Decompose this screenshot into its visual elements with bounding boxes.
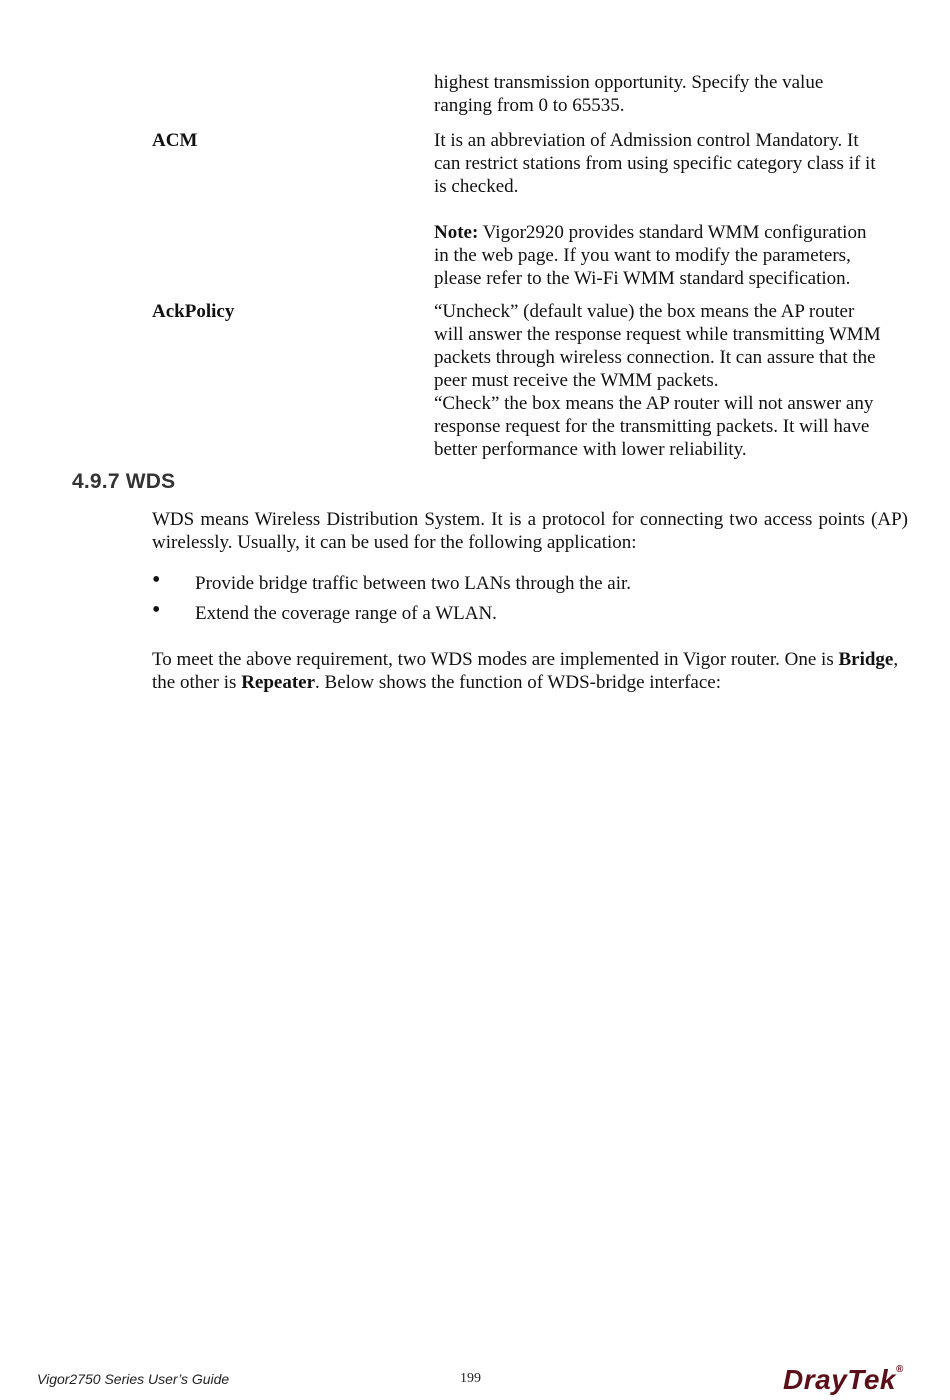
mode-repeater: Repeater <box>241 672 316 693</box>
text-line: please refer to the Wi-Fi WMM standard specification. <box>434 268 851 289</box>
closing-paragraph: To meet the above requirement, two WDS modes are implemented in Vigor router. One is Bridge, the other is Repeater. Below shows the function of WDS-bridge interface: <box>152 649 899 693</box>
term-acm: ACM <box>152 130 198 151</box>
bullet-icon: • <box>152 597 161 623</box>
text-line: peer must receive the WMM packets. <box>434 370 719 391</box>
text-line: can restrict stations from using specific category class if it <box>434 153 876 174</box>
text-line: in the web page. If you want to modify the parameters, <box>434 245 851 266</box>
mode-bridge: Bridge <box>838 649 894 670</box>
note-label: Note: <box>434 222 479 243</box>
page-number: 199 <box>460 1371 481 1386</box>
definition-ackpolicy <box>434 300 914 461</box>
bullet-icon: • <box>152 567 161 593</box>
text-line: “Check” the box means the AP router will not answer any <box>434 393 874 414</box>
note-line: Note: Vigor2920 provides standard WMM configuration <box>434 222 867 243</box>
document-page: highest transmission opportunity. Specify the value ranging from 0 to 65535. ACM It is an abbreviation of Admission control Mandatory. It can restrict stations from using specific category class if it is checked. Note: Vigor2920 provides standard WMM configuration in the web page. If you want to modify the parameters, please refer to the Wi-Fi WMM standard specification. AckPolicy “Uncheck” (default value) the box means the AP router will answer the response request while transmitting WMM packets through wireless connection. It can assure that the peer must receive the WMM packets. “Check” the box means the AP router will not answer any response request for the transmitting packets. It will have better performance with lower reliability. 4.9.7 WDS WDS means Wireless Distribution System. It is a protocol for connecting two access points (AP) wirelessly. Usually, it can be used for the following application: • Provide bridge traffic between two LANs through the air. • Extend the coverage range of a WLAN. To meet the above requirement, two WDS modes are implemented in Vigor router. One is Bridge, the other is Repeater. Below shows the function of WDS-bridge interface: Vigor2750 Series User’s Guide 199 DrayTek® <box>0 0 950 1400</box>
definition-acm <box>434 129 914 290</box>
text-line: highest transmission opportunity. Specify the value <box>434 72 824 93</box>
text-line: better performance with lower reliability. <box>434 439 747 460</box>
section-heading: 4.9.7 WDS <box>72 470 176 493</box>
definition-continuation <box>434 71 914 117</box>
text-line: “Uncheck” (default value) the box means the AP router <box>434 301 855 322</box>
footer-guide-title: Vigor2750 Series User’s Guide <box>37 1371 230 1387</box>
text-line: ranging from 0 to 65535. <box>434 95 625 116</box>
text-line: response request for the transmitting packets. It will have <box>434 416 870 437</box>
text-line: will answer the response request while transmitting WMM <box>434 324 881 345</box>
text-line: packets through wireless connection. It can assure that the <box>434 347 876 368</box>
term-ackpolicy: AckPolicy <box>152 301 235 322</box>
draytek-logo: DrayTek® <box>783 1364 904 1395</box>
intro-paragraph: WDS means Wireless Distribution System. It is a protocol for connecting two access points (AP) wirelessly. Usually, it can be used for the following application: <box>152 509 908 553</box>
text-line: It is an abbreviation of Admission control Mandatory. It <box>434 130 859 151</box>
text-line: is checked. <box>434 176 519 197</box>
